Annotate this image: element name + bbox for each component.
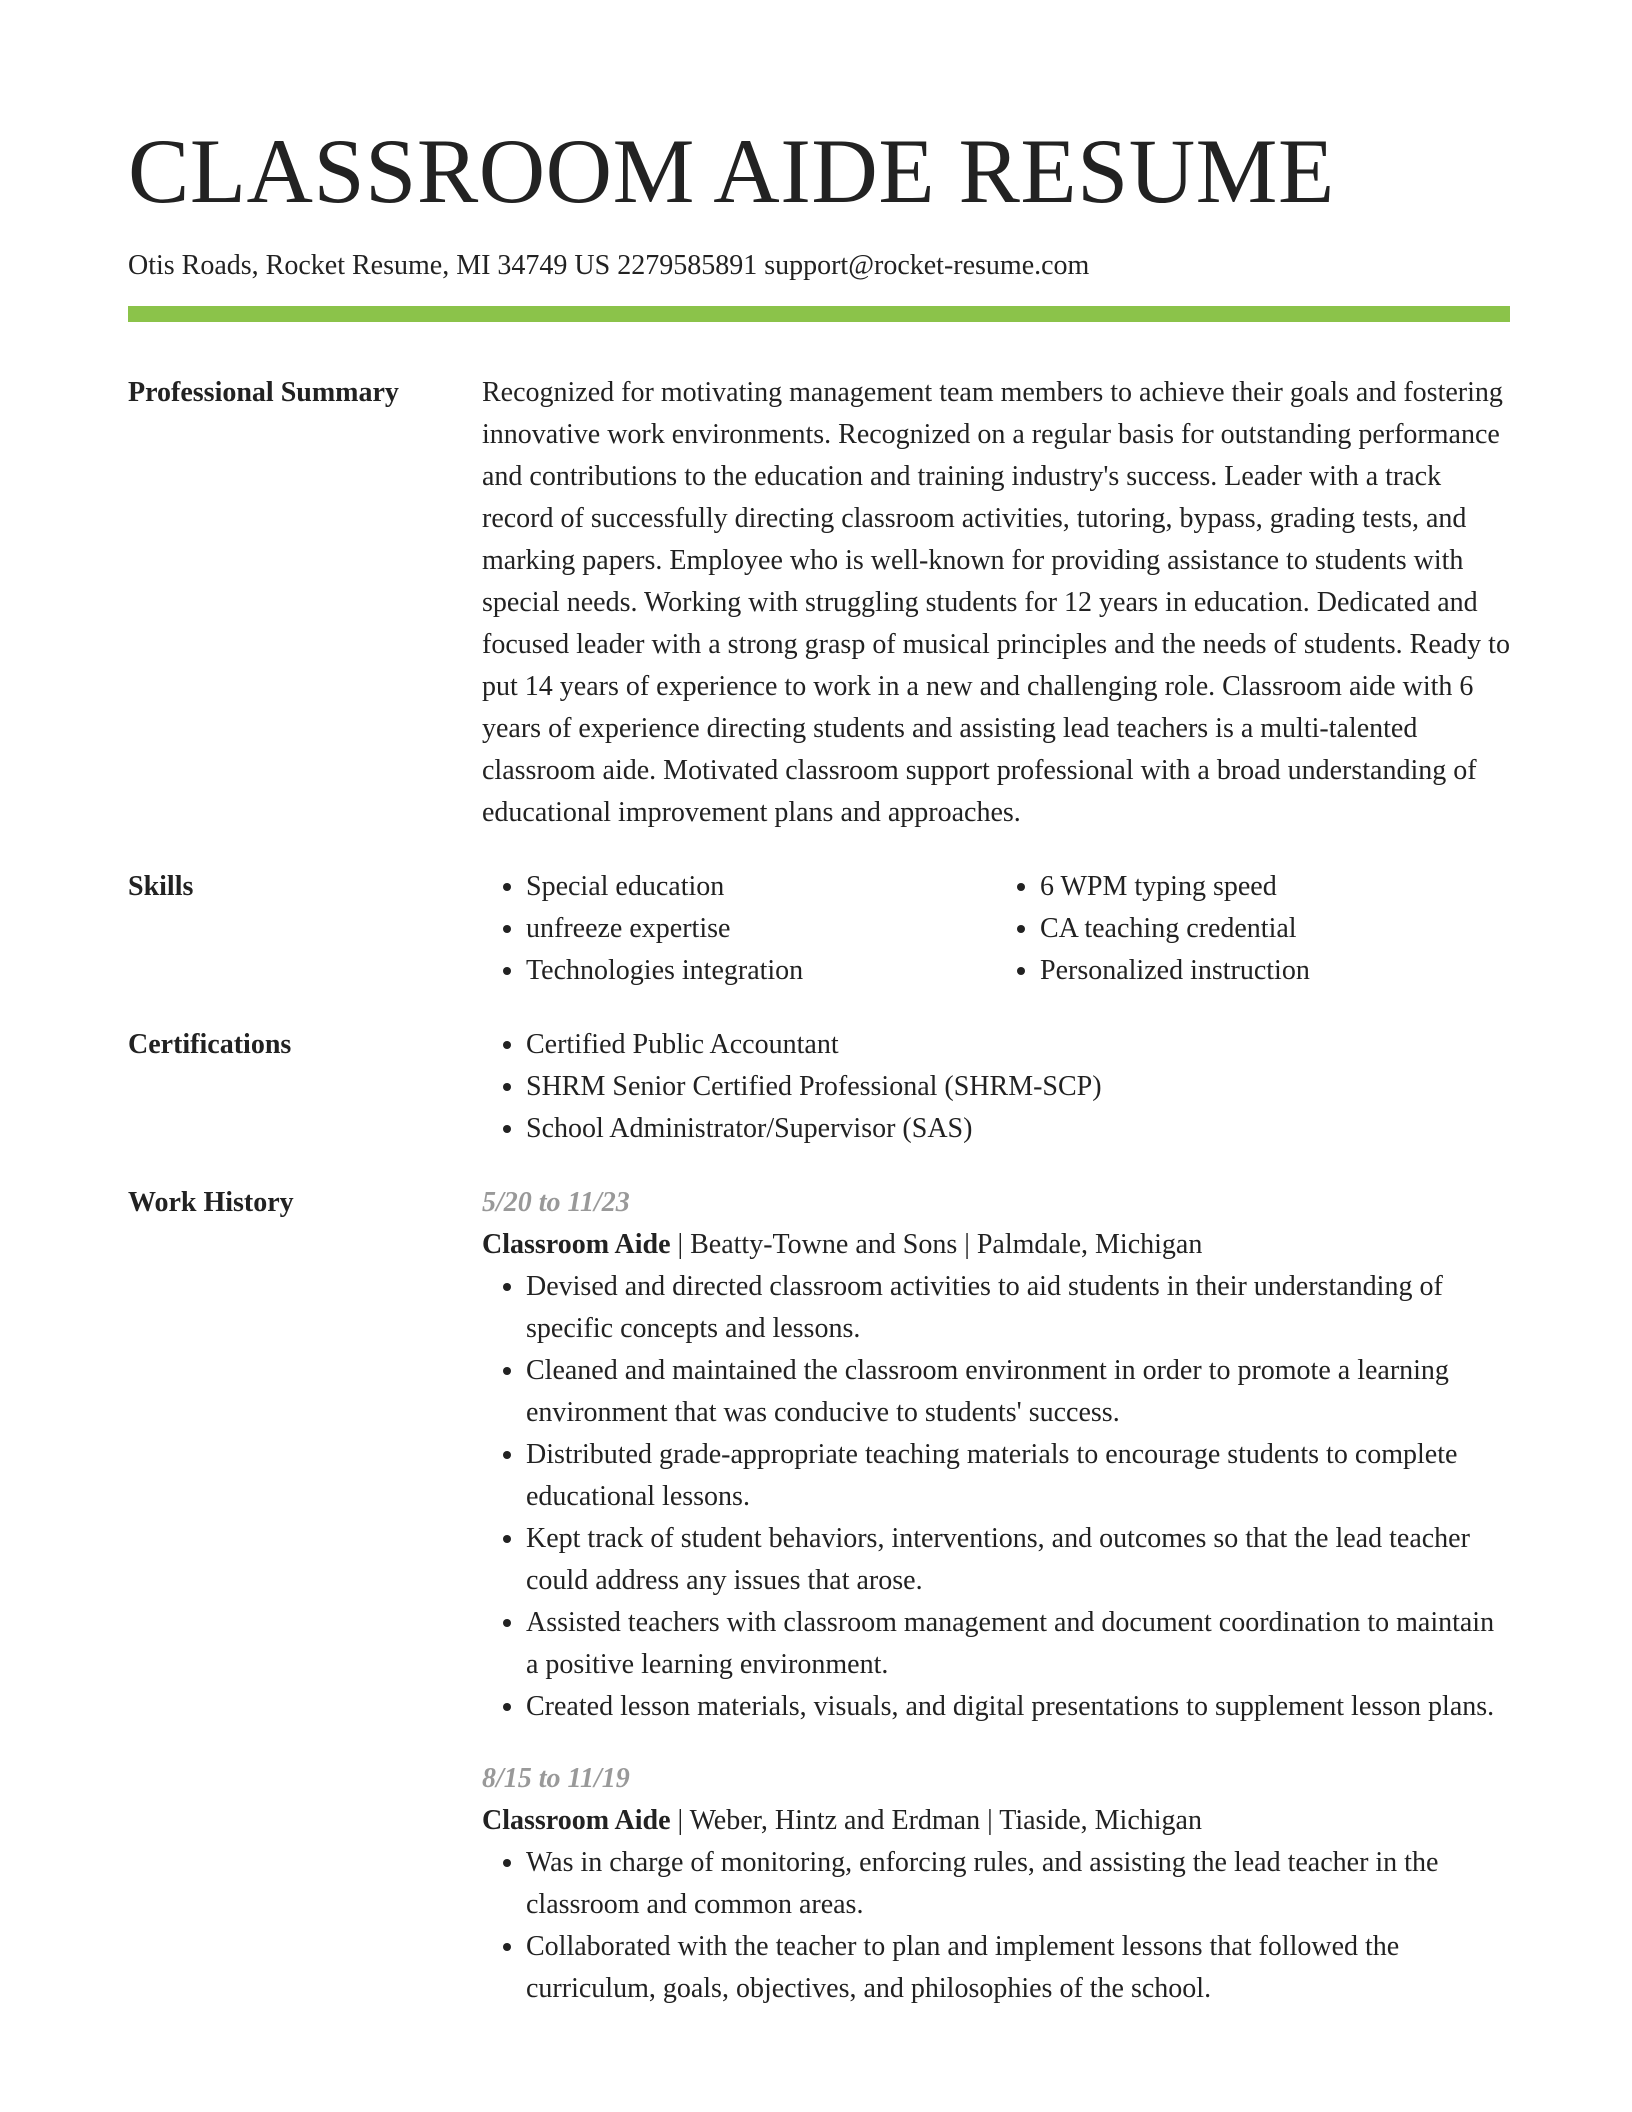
contact-info: Otis Roads, Rocket Resume, MI 34749 US 2279585891 support@rocket-resume.com <box>128 250 1090 281</box>
section-heading: Work History <box>128 1187 294 1218</box>
resume-title: CLASSROOM AIDE RESUME <box>128 120 1335 222</box>
job-dates: 8/15 to 11/19 <box>482 1763 630 1794</box>
job-duty-item: • Collaborated with the teacher to plan and implement lessons that followed the curriculum, goals, objectives, and philosophies of the school. <box>526 1926 1510 2010</box>
skill-item: • Special education <box>526 866 996 908</box>
job-employer-location: | Beatty-Towne and Sons | Palmdale, Michigan <box>670 1229 1203 1260</box>
work-history-section <box>128 1182 1510 2010</box>
certification-item: • School Administrator/Supervisor (SAS) <box>526 1108 1510 1150</box>
job-duty-item: • Distributed grade-appropriate teaching materials to encourage students to complete educational lessons. <box>526 1434 1510 1518</box>
professional-summary-section <box>128 372 1510 834</box>
skills-grid <box>482 866 1510 992</box>
job-title: Classroom Aide <box>482 1229 671 1260</box>
skill-item: • Technologies integration <box>526 950 996 992</box>
skill-item: • 6 WPM typing speed <box>1040 866 1510 908</box>
job-dates: 5/20 to 11/23 <box>482 1187 630 1218</box>
accent-divider <box>128 306 1510 322</box>
skills-column-left <box>482 866 996 992</box>
work-history-body <box>482 1182 1510 2010</box>
job-duty-item: • Assisted teachers with classroom management and document coordination to maintain a positive learning environment. <box>526 1602 1510 1686</box>
skill-item: • Personalized instruction <box>1040 950 1510 992</box>
skills-column-right <box>996 866 1510 992</box>
job-title: Classroom Aide <box>482 1805 671 1836</box>
section-heading: Skills <box>128 871 194 902</box>
job-duty-item: • Created lesson materials, visuals, and digital presentations to supplement lesson plans. <box>526 1686 1510 1728</box>
certification-item: • Certified Public Accountant <box>526 1024 1510 1066</box>
job-entry <box>482 1758 1510 2010</box>
job-employer-location: | Weber, Hintz and Erdman | Tiaside, Michigan <box>670 1805 1202 1836</box>
summary-text: Recognized for motivating management team members to achieve their goals and fostering innovative work environments. Recognized on a regular basis for outstanding performance and contributions to the education and training industry's success. Leader with a track record of successfully directing classroom activities, tutoring, bypass, grading tests, and marking papers. Employee who is well-known for providing assistance to students with special needs. Working with struggling students for 12 years in education. Dedicated and focused leader with a strong grasp of musical principles and the needs of students. Ready to put 14 years of experience to work in a new and challenging role. Classroom aide with 6 years of experience directing students and assisting lead teachers is a multi-talented classroom aide. Motivated classroom support professional with a broad understanding of educational improvement plans and approaches. <box>482 377 1510 828</box>
certifications-section <box>128 1024 1510 1150</box>
job-header <box>482 1800 1510 1842</box>
certifications-body <box>482 1024 1510 1150</box>
skill-item: • CA teaching credential <box>1040 908 1510 950</box>
section-heading: Professional Summary <box>128 377 399 408</box>
job-header <box>482 1224 1510 1266</box>
job-duty-item: • Cleaned and maintained the classroom environment in order to promote a learning environment that was conducive to students' success. <box>526 1350 1510 1434</box>
section-heading: Certifications <box>128 1029 292 1060</box>
skill-item: • unfreeze expertise <box>526 908 996 950</box>
job-duties-list <box>482 1266 1510 1728</box>
job-duty-item: • Kept track of student behaviors, interventions, and outcomes so that the lead teacher could address any issues that arose. <box>526 1518 1510 1602</box>
job-entry <box>482 1182 1510 1728</box>
job-duty-item: • Was in charge of monitoring, enforcing rules, and assisting the lead teacher in the classroom and common areas. <box>526 1842 1510 1926</box>
job-duties-list <box>482 1842 1510 2010</box>
resume-page <box>128 0 1510 2010</box>
certifications-list <box>482 1024 1510 1150</box>
job-duty-item: • Devised and directed classroom activities to aid students in their understanding of specific concepts and lessons. <box>526 1266 1510 1350</box>
skills-section <box>128 866 1510 992</box>
certification-item: • SHRM Senior Certified Professional (SHRM-SCP) <box>526 1066 1510 1108</box>
